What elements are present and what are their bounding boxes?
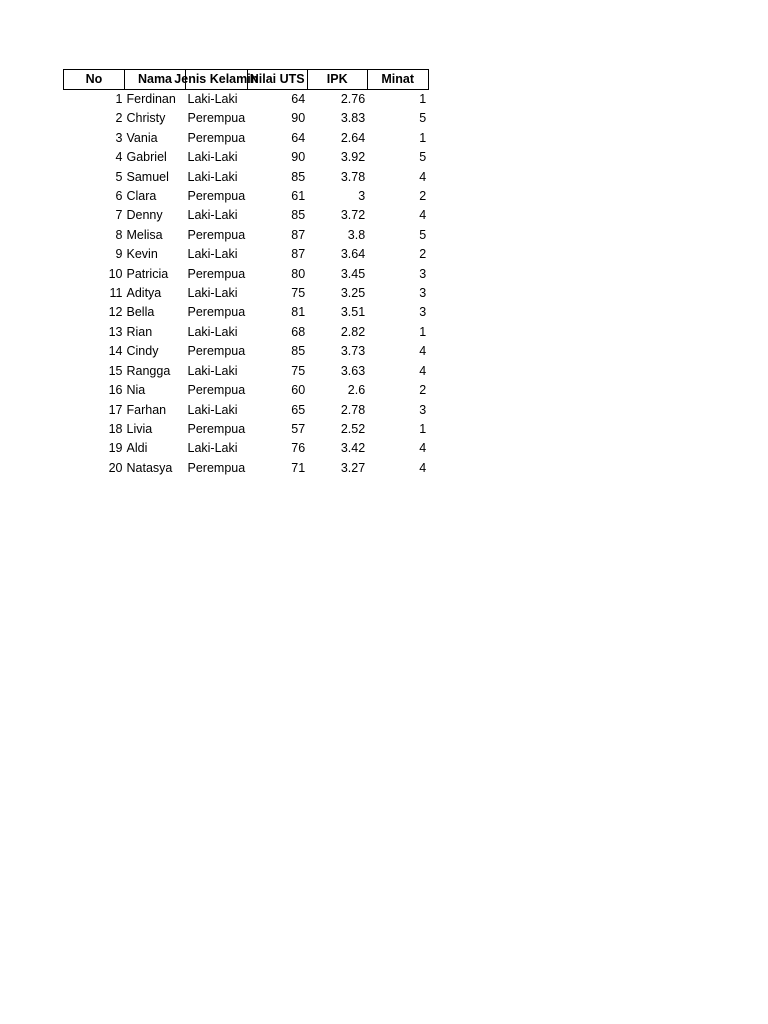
cell-ipk[interactable]: 3.72 xyxy=(340,208,366,223)
cell-ipk[interactable]: 3.83 xyxy=(340,111,366,126)
table-row xyxy=(64,206,429,225)
cell-minat[interactable]: 4 xyxy=(419,169,427,184)
cell-jenis-kelamin[interactable]: Perempua xyxy=(187,421,246,436)
cell-no[interactable]: 10 xyxy=(108,266,123,281)
table-row xyxy=(64,148,429,167)
cell-ipk[interactable]: 2.78 xyxy=(340,402,366,417)
header-ipk[interactable]: IPK xyxy=(307,70,367,90)
table-row xyxy=(64,109,429,128)
cell-nama[interactable]: Livia xyxy=(126,421,153,436)
cell-ipk[interactable]: 3.63 xyxy=(340,363,366,378)
cell-minat[interactable]: 5 xyxy=(419,227,427,242)
cell-ipk[interactable]: 2.64 xyxy=(340,130,366,145)
cell-no[interactable]: 16 xyxy=(108,383,123,398)
cell-nama[interactable]: Gabriel xyxy=(126,150,167,165)
cell-nama[interactable]: Farhan xyxy=(126,402,167,417)
cell-nilai-uts[interactable]: 64 xyxy=(291,130,306,145)
cell-no[interactable]: 7 xyxy=(115,208,123,223)
table-row xyxy=(64,303,429,322)
cell-nama[interactable]: Kevin xyxy=(126,247,158,262)
cell-nama[interactable]: Clara xyxy=(126,189,157,204)
header-no[interactable]: No xyxy=(64,70,125,90)
cell-nilai-uts[interactable]: 65 xyxy=(291,402,306,417)
cell-jenis-kelamin[interactable]: Laki-Laki xyxy=(187,92,238,106)
cell-nama[interactable]: Cindy xyxy=(126,344,159,359)
table-row xyxy=(64,245,429,264)
cell-nama[interactable]: Christy xyxy=(126,111,166,126)
cell-nama[interactable]: Ferdinan xyxy=(126,92,176,106)
cell-ipk[interactable]: 3.45 xyxy=(340,266,366,281)
cell-no[interactable]: 4 xyxy=(115,150,123,165)
cell-no[interactable]: 17 xyxy=(108,402,123,417)
cell-minat[interactable]: 3 xyxy=(419,305,427,320)
cell-ipk[interactable]: 3.78 xyxy=(340,169,366,184)
cell-jenis-kelamin[interactable]: Laki-Laki xyxy=(187,208,238,223)
cell-nama[interactable]: Nia xyxy=(126,383,146,398)
cell-minat[interactable]: 4 xyxy=(419,344,427,359)
cell-ipk[interactable]: 3.8 xyxy=(347,227,366,242)
cell-ipk[interactable]: 2.82 xyxy=(340,324,366,339)
cell-minat[interactable]: 5 xyxy=(419,150,427,165)
cell-minat[interactable]: 4 xyxy=(419,441,427,456)
header-nama[interactable]: Nama xyxy=(125,70,186,90)
cell-minat[interactable]: 4 xyxy=(419,460,427,475)
cell-ipk[interactable]: 2.52 xyxy=(340,421,366,436)
cell-ipk[interactable]: 3.73 xyxy=(340,344,366,359)
cell-nama[interactable]: Patricia xyxy=(126,266,169,281)
header-minat[interactable]: Minat xyxy=(367,70,428,90)
cell-no[interactable]: 18 xyxy=(108,421,123,436)
cell-no[interactable]: 13 xyxy=(108,324,123,339)
cell-nama[interactable]: Melisa xyxy=(126,227,163,242)
cell-nama[interactable]: Denny xyxy=(126,208,163,223)
cell-nilai-uts[interactable]: 87 xyxy=(291,227,306,242)
cell-jenis-kelamin[interactable]: Laki-Laki xyxy=(187,402,238,417)
table-row xyxy=(64,226,429,245)
cell-nama[interactable]: Natasya xyxy=(126,460,173,475)
cell-nilai-uts[interactable]: 80 xyxy=(291,266,306,281)
cell-nama[interactable]: Bella xyxy=(126,305,155,320)
cell-nilai-uts[interactable]: 60 xyxy=(291,383,306,398)
cell-no[interactable]: 11 xyxy=(109,286,123,301)
table-row xyxy=(64,323,429,342)
cell-jenis-kelamin[interactable]: Laki-Laki xyxy=(187,363,238,378)
table-row xyxy=(64,420,429,439)
cell-minat[interactable]: 5 xyxy=(419,111,427,126)
table-row xyxy=(64,439,429,458)
cell-ipk[interactable]: 3 xyxy=(358,189,366,204)
cell-nilai-uts[interactable]: 85 xyxy=(291,169,306,184)
cell-minat[interactable]: 2 xyxy=(419,383,427,398)
student-data-table xyxy=(63,69,429,478)
cell-ipk[interactable]: 2.6 xyxy=(347,383,366,398)
cell-nilai-uts[interactable]: 57 xyxy=(291,421,306,436)
cell-jenis-kelamin[interactable]: Perempua xyxy=(187,460,246,475)
cell-jenis-kelamin[interactable]: Perempua xyxy=(187,130,246,145)
cell-ipk[interactable]: 2.76 xyxy=(340,92,366,106)
cell-minat[interactable]: 1 xyxy=(419,92,427,106)
cell-nilai-uts[interactable]: 76 xyxy=(291,441,306,456)
cell-jenis-kelamin[interactable]: Perempua xyxy=(187,344,246,359)
cell-nama[interactable]: Rian xyxy=(126,324,153,339)
header-row xyxy=(64,70,429,90)
cell-jenis-kelamin[interactable]: Perempua xyxy=(187,111,246,126)
cell-jenis-kelamin[interactable]: Laki-Laki xyxy=(187,150,238,165)
table-body xyxy=(64,90,429,479)
cell-no[interactable]: 14 xyxy=(108,344,123,359)
cell-nilai-uts[interactable]: 85 xyxy=(291,344,306,359)
cell-nilai-uts[interactable]: 90 xyxy=(291,150,306,165)
cell-minat[interactable]: 2 xyxy=(419,189,427,204)
cell-nama[interactable]: Vania xyxy=(126,130,158,145)
cell-no[interactable]: 15 xyxy=(108,363,123,378)
table-row xyxy=(64,401,429,420)
cell-nilai-uts[interactable]: 61 xyxy=(291,189,306,204)
cell-nama[interactable]: Aditya xyxy=(126,286,162,301)
table-row xyxy=(64,284,429,303)
table-row xyxy=(64,342,429,361)
cell-nilai-uts[interactable]: 75 xyxy=(291,286,306,301)
cell-jenis-kelamin[interactable]: Laki-Laki xyxy=(187,441,238,456)
cell-ipk[interactable]: 3.51 xyxy=(340,305,366,320)
cell-no[interactable]: 12 xyxy=(108,305,123,320)
table-row xyxy=(64,459,429,478)
cell-jenis-kelamin[interactable]: Laki-Laki xyxy=(187,247,238,262)
cell-nilai-uts[interactable]: 87 xyxy=(291,247,306,262)
cell-minat[interactable]: 3 xyxy=(419,402,427,417)
table-row xyxy=(64,362,429,381)
cell-nama[interactable]: Aldi xyxy=(126,441,148,456)
cell-no[interactable]: 6 xyxy=(115,189,123,204)
cell-nama[interactable]: Samuel xyxy=(126,169,169,184)
cell-nilai-uts[interactable]: 90 xyxy=(291,111,306,126)
table-row xyxy=(64,90,429,110)
cell-jenis-kelamin[interactable]: Perempua xyxy=(187,227,246,242)
cell-no[interactable]: 9 xyxy=(115,247,123,262)
cell-jenis-kelamin[interactable]: Perempua xyxy=(187,305,246,320)
cell-nilai-uts[interactable]: 81 xyxy=(291,305,306,320)
cell-nilai-uts[interactable]: 64 xyxy=(291,92,306,106)
cell-ipk[interactable]: 3.42 xyxy=(340,441,366,456)
header-jenis-kelamin-label: Jenis Kelamin xyxy=(174,72,259,86)
header-jenis-kelamin-clip xyxy=(174,70,259,89)
cell-jenis-kelamin[interactable]: Perempua xyxy=(187,383,246,398)
cell-minat[interactable]: 2 xyxy=(419,247,427,262)
cell-jenis-kelamin[interactable]: Laki-Laki xyxy=(187,286,238,301)
table-row xyxy=(64,129,429,148)
cell-no[interactable]: 19 xyxy=(108,441,123,456)
cell-minat[interactable]: 3 xyxy=(419,286,427,301)
cell-ipk[interactable]: 3.92 xyxy=(340,150,366,165)
cell-ipk[interactable]: 3.25 xyxy=(340,286,366,301)
header-nilai-uts[interactable]: Nilai UTS xyxy=(247,70,307,90)
cell-jenis-kelamin[interactable]: Laki-Laki xyxy=(187,169,238,184)
cell-jenis-kelamin[interactable]: Perempua xyxy=(187,189,246,204)
spreadsheet-sheet xyxy=(63,69,429,478)
cell-ipk[interactable]: 3.27 xyxy=(340,460,366,475)
cell-nilai-uts[interactable]: 71 xyxy=(291,460,306,475)
cell-nilai-uts[interactable]: 68 xyxy=(291,324,306,339)
cell-no[interactable]: 2 xyxy=(115,111,123,126)
cell-jenis-kelamin[interactable]: Perempua xyxy=(187,266,246,281)
cell-minat[interactable]: 3 xyxy=(419,266,427,281)
header-jenis-kelamin[interactable] xyxy=(174,70,259,90)
cell-jenis-kelamin[interactable]: Laki-Laki xyxy=(187,324,238,339)
cell-minat[interactable]: 1 xyxy=(419,324,427,339)
table-row xyxy=(64,187,429,206)
cell-minat[interactable]: 4 xyxy=(419,208,427,223)
cell-no[interactable]: 3 xyxy=(115,130,123,145)
cell-minat[interactable]: 1 xyxy=(419,130,427,145)
table-row xyxy=(64,168,429,187)
cell-nilai-uts[interactable]: 85 xyxy=(291,208,306,223)
cell-minat[interactable]: 1 xyxy=(419,421,427,436)
table-row xyxy=(64,381,429,400)
cell-minat[interactable]: 4 xyxy=(419,363,427,378)
cell-nilai-uts[interactable]: 75 xyxy=(291,363,306,378)
table-row xyxy=(64,265,429,284)
cell-no[interactable]: 1 xyxy=(115,92,123,106)
cell-no[interactable]: 5 xyxy=(115,169,123,184)
cell-no[interactable]: 20 xyxy=(108,460,123,475)
cell-ipk[interactable]: 3.64 xyxy=(340,247,366,262)
cell-nama[interactable]: Rangga xyxy=(126,363,171,378)
cell-no[interactable]: 8 xyxy=(115,227,123,242)
